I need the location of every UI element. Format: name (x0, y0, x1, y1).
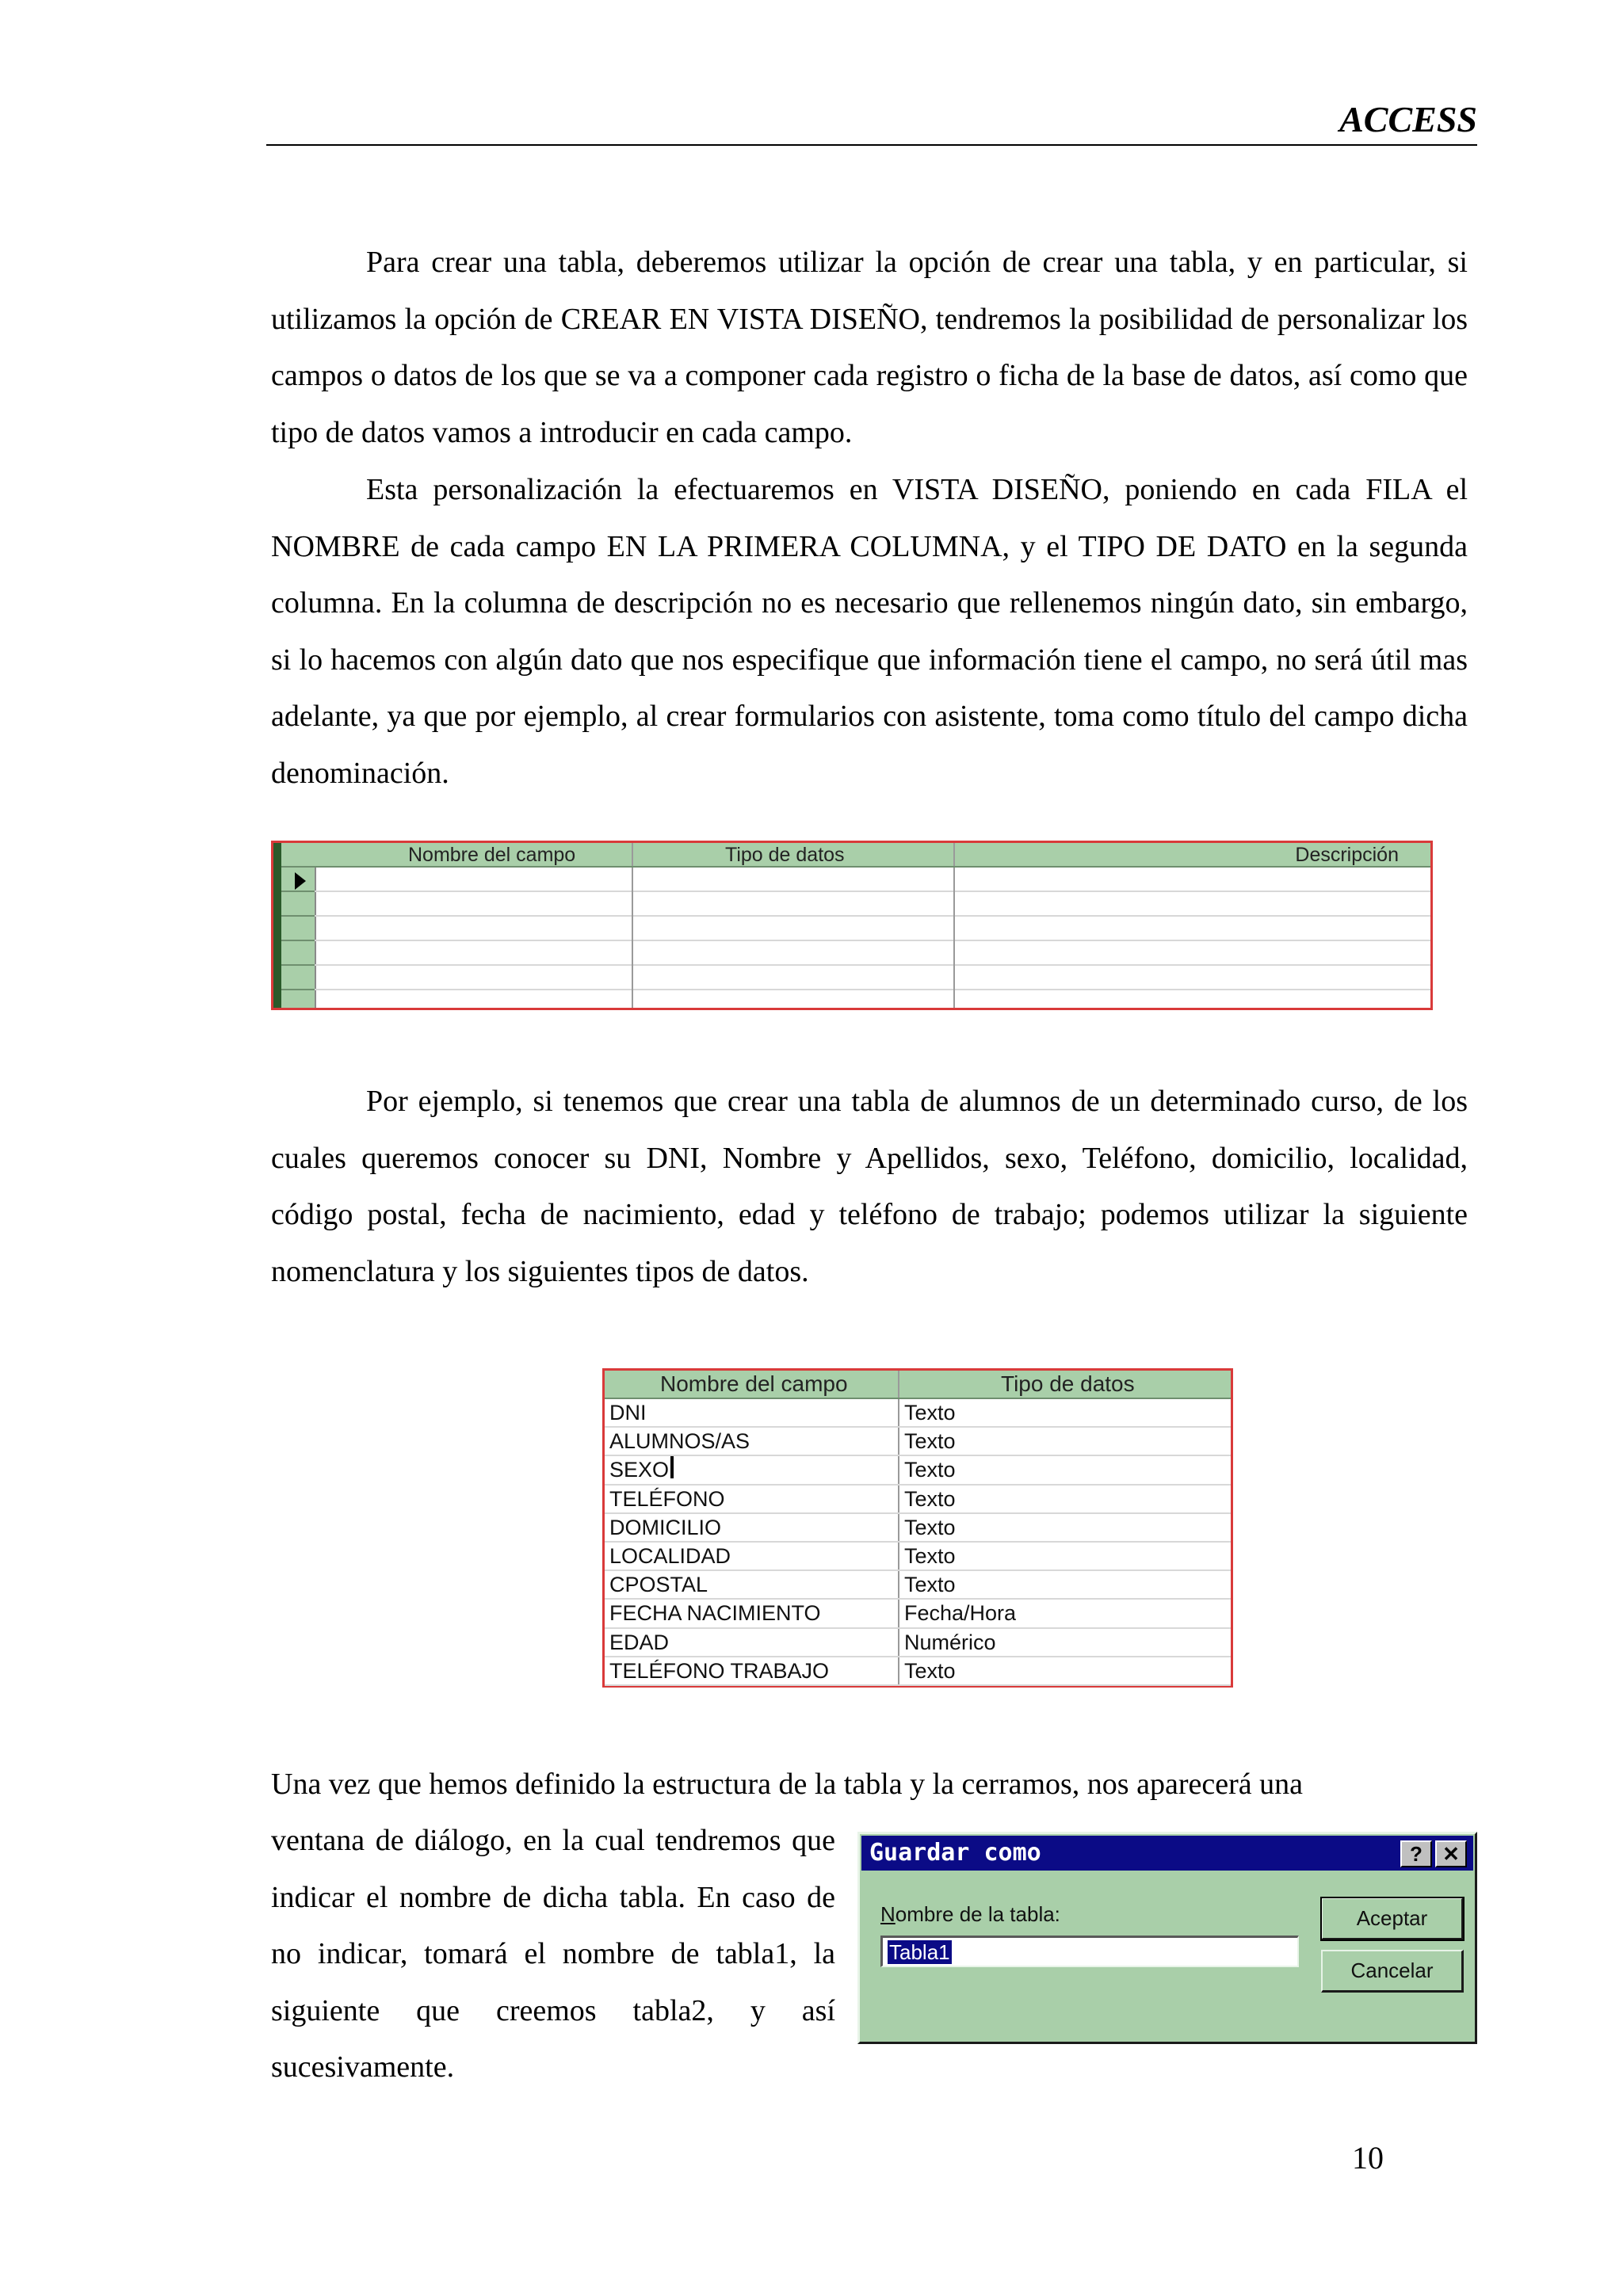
row-selector[interactable] (281, 941, 315, 966)
column-divider (898, 1514, 899, 1541)
table-row[interactable] (605, 1543, 1231, 1571)
label-mnemonic: N (880, 1902, 896, 1926)
column-divider (632, 843, 633, 866)
column-divider (898, 1399, 899, 1426)
column-divider (898, 1600, 899, 1627)
dialog-title-bar[interactable] (861, 1836, 1473, 1871)
close-icon: ✕ (1442, 1842, 1460, 1866)
field-name-cell: CPOSTAL (609, 1573, 708, 1597)
data-type-cell: Texto (904, 1401, 956, 1425)
cancel-button[interactable]: Cancelar (1321, 1950, 1464, 1993)
help-button[interactable]: ? (1400, 1840, 1432, 1867)
table-body (605, 1399, 1231, 1686)
field-name-cell: DOMICILIO (609, 1515, 722, 1539)
row-selector[interactable] (281, 892, 315, 917)
paragraph-4-side: ventana de diálogo, en la cual tendremos que indicar el nombre de dicha tabla. En caso de no indicar, tomará el nombre de tabla1, la siguiente que creemos tabla2, y así sucesivamente. (271, 1824, 835, 2084)
column-divider (953, 843, 955, 866)
dialog-title: Guardar como (869, 1839, 1041, 1867)
column-divider (898, 1456, 899, 1483)
field-name-cell: SEXO (609, 1456, 669, 1483)
paragraph-4-top: Una vez que hemos definido la estructura de la tabla y la cerramos, nos aparecerá una (271, 1768, 1303, 1801)
current-row-pointer-icon (295, 872, 306, 890)
design-view-grid (271, 841, 1433, 1010)
data-type-cell: Texto (904, 1543, 956, 1568)
column-divider (898, 1428, 899, 1455)
field-name-cell: TELÉFONO TRABAJO (609, 1658, 830, 1683)
table-row[interactable] (605, 1571, 1231, 1600)
column-header-field-name: Nombre del campo (660, 1371, 848, 1396)
column-divider (898, 1571, 899, 1598)
field-name-cell: TELÉFONO (609, 1486, 725, 1511)
paragraph-3: Por ejemplo, si tenemos que crear una tabla de alumnos de un determinado curso, de los cuales queremos conocer su DNI, Nombre y Apellidos, sexo, Teléfono, domicilio, localidad, código postal, fecha de nacimiento, edad y teléfono de trabajo; podemos utilizar la siguiente nomenclatura y los siguientes tipos de datos. (271, 1085, 1468, 1288)
table-name-value: Tabla1 (889, 1940, 950, 1964)
row-selector-column (281, 843, 316, 1008)
table-row[interactable] (605, 1456, 1231, 1485)
column-header-data-type[interactable]: Tipo de datos (725, 844, 845, 866)
table-name-label (880, 1902, 1060, 1927)
close-button[interactable] (1435, 1840, 1467, 1867)
data-type-cell: Fecha/Hora (904, 1601, 1017, 1626)
table-row[interactable] (605, 1486, 1231, 1514)
grid-row[interactable] (315, 892, 1430, 917)
column-header-field-name[interactable]: Nombre del campo (408, 844, 576, 866)
grid-row[interactable] (315, 941, 1430, 966)
row-selector[interactable] (281, 966, 315, 990)
row-selector[interactable] (281, 917, 315, 941)
data-type-cell: Texto (904, 1486, 956, 1511)
table-row[interactable] (605, 1629, 1231, 1657)
table-name-input[interactable] (880, 1936, 1299, 1967)
column-header-data-type: Tipo de datos (1001, 1371, 1135, 1396)
grid-row[interactable] (315, 868, 1430, 892)
text-cursor (670, 1456, 674, 1478)
data-type-cell: Texto (904, 1658, 956, 1683)
table-row[interactable] (605, 1399, 1231, 1428)
selector-corner (281, 843, 315, 868)
table-row[interactable] (605, 1600, 1231, 1628)
grid-row[interactable] (315, 917, 1430, 941)
field-name-cell: ALUMNOS/AS (609, 1429, 750, 1454)
column-divider (632, 868, 633, 1008)
page-header-title: ACCESS (1339, 99, 1477, 139)
table-row[interactable] (605, 1428, 1231, 1456)
field-name-cell: DNI (609, 1401, 647, 1425)
column-divider (898, 1543, 899, 1569)
data-type-cell: Numérico (904, 1630, 996, 1654)
grid-row[interactable] (315, 966, 1430, 990)
page-number: 10 (1352, 2140, 1384, 2176)
column-divider (898, 1486, 899, 1512)
save-as-dialog (857, 1832, 1477, 2044)
data-type-cell: Texto (904, 1458, 956, 1482)
field-definition-table (602, 1368, 1233, 1688)
grid-body (315, 868, 1430, 1008)
table-header (605, 1371, 1231, 1399)
column-divider (898, 1371, 899, 1398)
grid-header (315, 843, 1430, 868)
field-name-cell: LOCALIDAD (609, 1543, 731, 1568)
grid-left-edge (273, 843, 281, 1008)
data-type-cell: Texto (904, 1573, 956, 1597)
data-type-cell: Texto (904, 1429, 956, 1454)
accept-button[interactable]: Aceptar (1321, 1897, 1464, 1940)
column-divider (898, 1629, 899, 1656)
paragraph-1: Para crear una tabla, deberemos utilizar la opción de crear una tabla, y en particular, si utilizamos la opción de CREAR EN VISTA DISEÑO, tendremos la posibilidad de personalizar los campos o datos de los que se va a componer cada registro o ficha de la base de datos, así como que tipo de datos vamos a introducir en cada campo. (271, 246, 1468, 449)
column-divider (898, 1657, 899, 1684)
table-row[interactable] (605, 1514, 1231, 1543)
data-type-cell: Texto (904, 1515, 956, 1539)
label-text: ombre de la tabla: (895, 1902, 1060, 1926)
field-name-cell: FECHA NACIMIENTO (609, 1601, 821, 1626)
column-divider (953, 868, 955, 1008)
table-row[interactable] (605, 1657, 1231, 1686)
column-header-description[interactable]: Descripción (1295, 844, 1399, 866)
field-name-cell: EDAD (609, 1630, 670, 1654)
header-rule (266, 144, 1477, 146)
paragraph-2: Esta personalización la efectuaremos en VISTA DISEÑO, poniendo en cada FILA el NOMBRE de cada campo EN LA PRIMERA COLUMNA, y el TIPO DE DATO en la segunda columna. En la columna de descripción no es necesario que rellenemos ningún dato, sin embargo, si lo hacemos con algún dato que nos especifique que información tiene el campo, no será útil mas adelante, ya que por ejemplo, al crear formularios con asistente, toma como título del campo dicha denominación. (271, 473, 1468, 790)
